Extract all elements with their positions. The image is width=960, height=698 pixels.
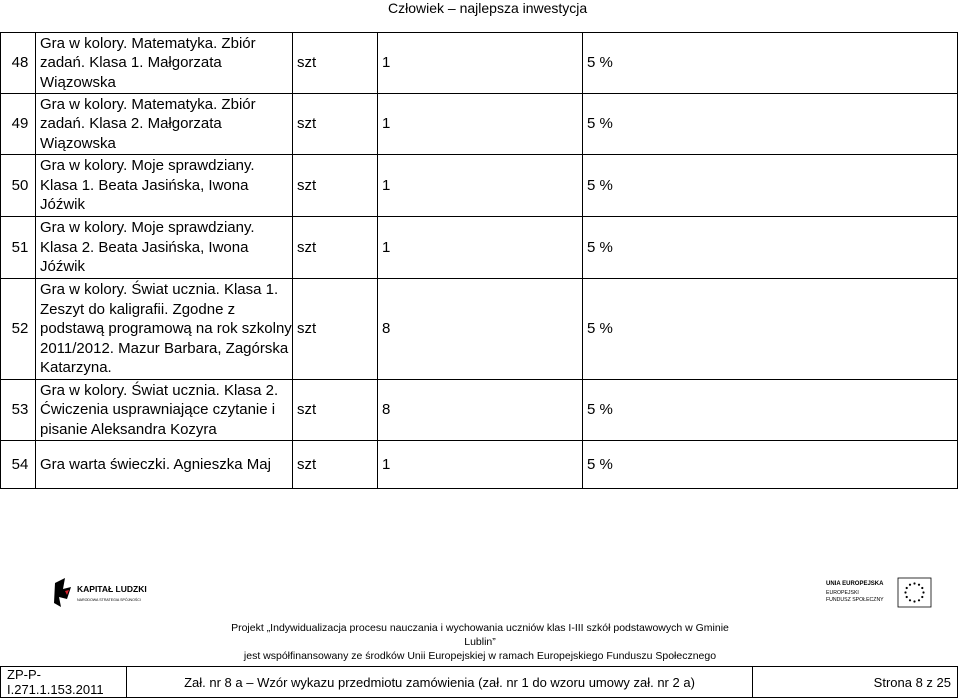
item-number: 48 <box>1 33 36 94</box>
item-name: Gra w kolory. Matematyka. Zbiór zadań. Klasa 1. Małgorzata Wiązowska <box>36 33 293 94</box>
eu-star-icon <box>906 587 908 589</box>
item-vat: 5 % <box>583 155 958 217</box>
item-vat: 5 % <box>583 94 958 155</box>
kapital-ludzki-logo <box>53 577 173 609</box>
eu-star-icon <box>918 599 920 601</box>
item-quantity: 1 <box>378 155 583 217</box>
eu-logo-line1: UNIA EUROPEJSKA <box>826 581 884 587</box>
item-unit: szt <box>293 33 378 94</box>
project-footer-line2: jest współfinansowany ze środków Unii Europejskiej w ramach Europejskiego Funduszu Społecznego <box>243 650 717 662</box>
table-row <box>1 217 958 279</box>
attachment-title: Zał. nr 8 a – Wzór wykazu przedmiotu zamówienia (zał. nr 1 do wzoru umowy zał. nr 2 a) <box>127 667 753 698</box>
item-name: Gra w kolory. Świat ucznia. Klasa 1. Zeszyt do kaligrafii. Zgodne z podstawą programową na rok szkolny 2011/2012. Mazur Barbara, Zagórska Katarzyna. <box>36 279 293 380</box>
item-vat: 5 % <box>583 441 958 489</box>
item-unit: szt <box>293 155 378 217</box>
eu-logo <box>826 577 934 609</box>
project-footer <box>220 621 740 663</box>
item-number: 54 <box>1 441 36 489</box>
item-vat: 5 % <box>583 33 958 94</box>
eu-star-icon <box>913 582 915 584</box>
item-number: 52 <box>1 279 36 380</box>
item-number: 53 <box>1 380 36 441</box>
eu-flag-icon <box>898 578 931 607</box>
page-number: Strona 8 z 25 <box>753 667 958 698</box>
item-number: 51 <box>1 217 36 279</box>
table-row <box>1 155 958 217</box>
kapital-ludzki-emblem-icon <box>54 578 71 607</box>
item-unit: szt <box>293 217 378 279</box>
item-quantity: 1 <box>378 441 583 489</box>
kapital-ludzki-subtitle: NARODOWA STRATEGIA SPÓJNOŚCI <box>77 598 141 602</box>
eu-star-icon <box>913 600 915 602</box>
eu-star-icon <box>906 596 908 598</box>
item-vat: 5 % <box>583 380 958 441</box>
eu-star-icon <box>904 591 906 593</box>
item-name: Gra w kolory. Moje sprawdziany. Klasa 1. Beata Jasińska, Iwona Jóźwik <box>36 155 293 217</box>
table-row <box>1 441 958 489</box>
item-unit: szt <box>293 441 378 489</box>
page-header-title: Człowiek – najlepsza inwestycja <box>388 0 588 16</box>
eu-star-icon <box>922 591 924 593</box>
item-name: Gra w kolory. Matematyka. Zbiór zadań. Klasa 2. Małgorzata Wiązowska <box>36 94 293 155</box>
eu-star-icon <box>909 599 911 601</box>
eu-star-icon <box>921 587 923 589</box>
item-quantity: 1 <box>378 217 583 279</box>
document-footer <box>0 666 958 698</box>
item-name: Gra warta świeczki. Agnieszka Maj <box>36 441 293 489</box>
item-unit: szt <box>293 380 378 441</box>
item-quantity: 8 <box>378 380 583 441</box>
project-footer-line1: Projekt „Indywidualizacja procesu nauczania i wychowania uczniów klas I-III szkół podstawowych w Gminie Lublin” <box>231 622 729 648</box>
item-vat: 5 % <box>583 279 958 380</box>
eu-logo-line3: FUNDUSZ SPOŁECZNY <box>826 597 884 603</box>
eu-logo-line2: EUROPEJSKI <box>826 590 859 596</box>
item-quantity: 1 <box>378 33 583 94</box>
table-row <box>1 380 958 441</box>
item-unit: szt <box>293 94 378 155</box>
eu-star-icon <box>921 596 923 598</box>
eu-star-icon <box>918 584 920 586</box>
item-name: Gra w kolory. Moje sprawdziany. Klasa 2. Beata Jasińska, Iwona Jóźwik <box>36 217 293 279</box>
item-quantity: 1 <box>378 94 583 155</box>
item-number: 50 <box>1 155 36 217</box>
table-row <box>1 33 958 94</box>
item-quantity: 8 <box>378 279 583 380</box>
eu-star-icon <box>909 584 911 586</box>
item-vat: 5 % <box>583 217 958 279</box>
document-code: ZP-P-I.271.1.153.2011 <box>1 667 127 698</box>
item-unit: szt <box>293 279 378 380</box>
table-row <box>1 94 958 155</box>
item-name: Gra w kolory. Świat ucznia. Klasa 2. Ćwiczenia usprawniające czytanie i pisanie Aleksandra Kozyra <box>36 380 293 441</box>
table-row <box>1 279 958 380</box>
item-number: 49 <box>1 94 36 155</box>
kapital-ludzki-name: KAPITAŁ LUDZKI <box>77 584 147 594</box>
items-table <box>0 32 958 489</box>
